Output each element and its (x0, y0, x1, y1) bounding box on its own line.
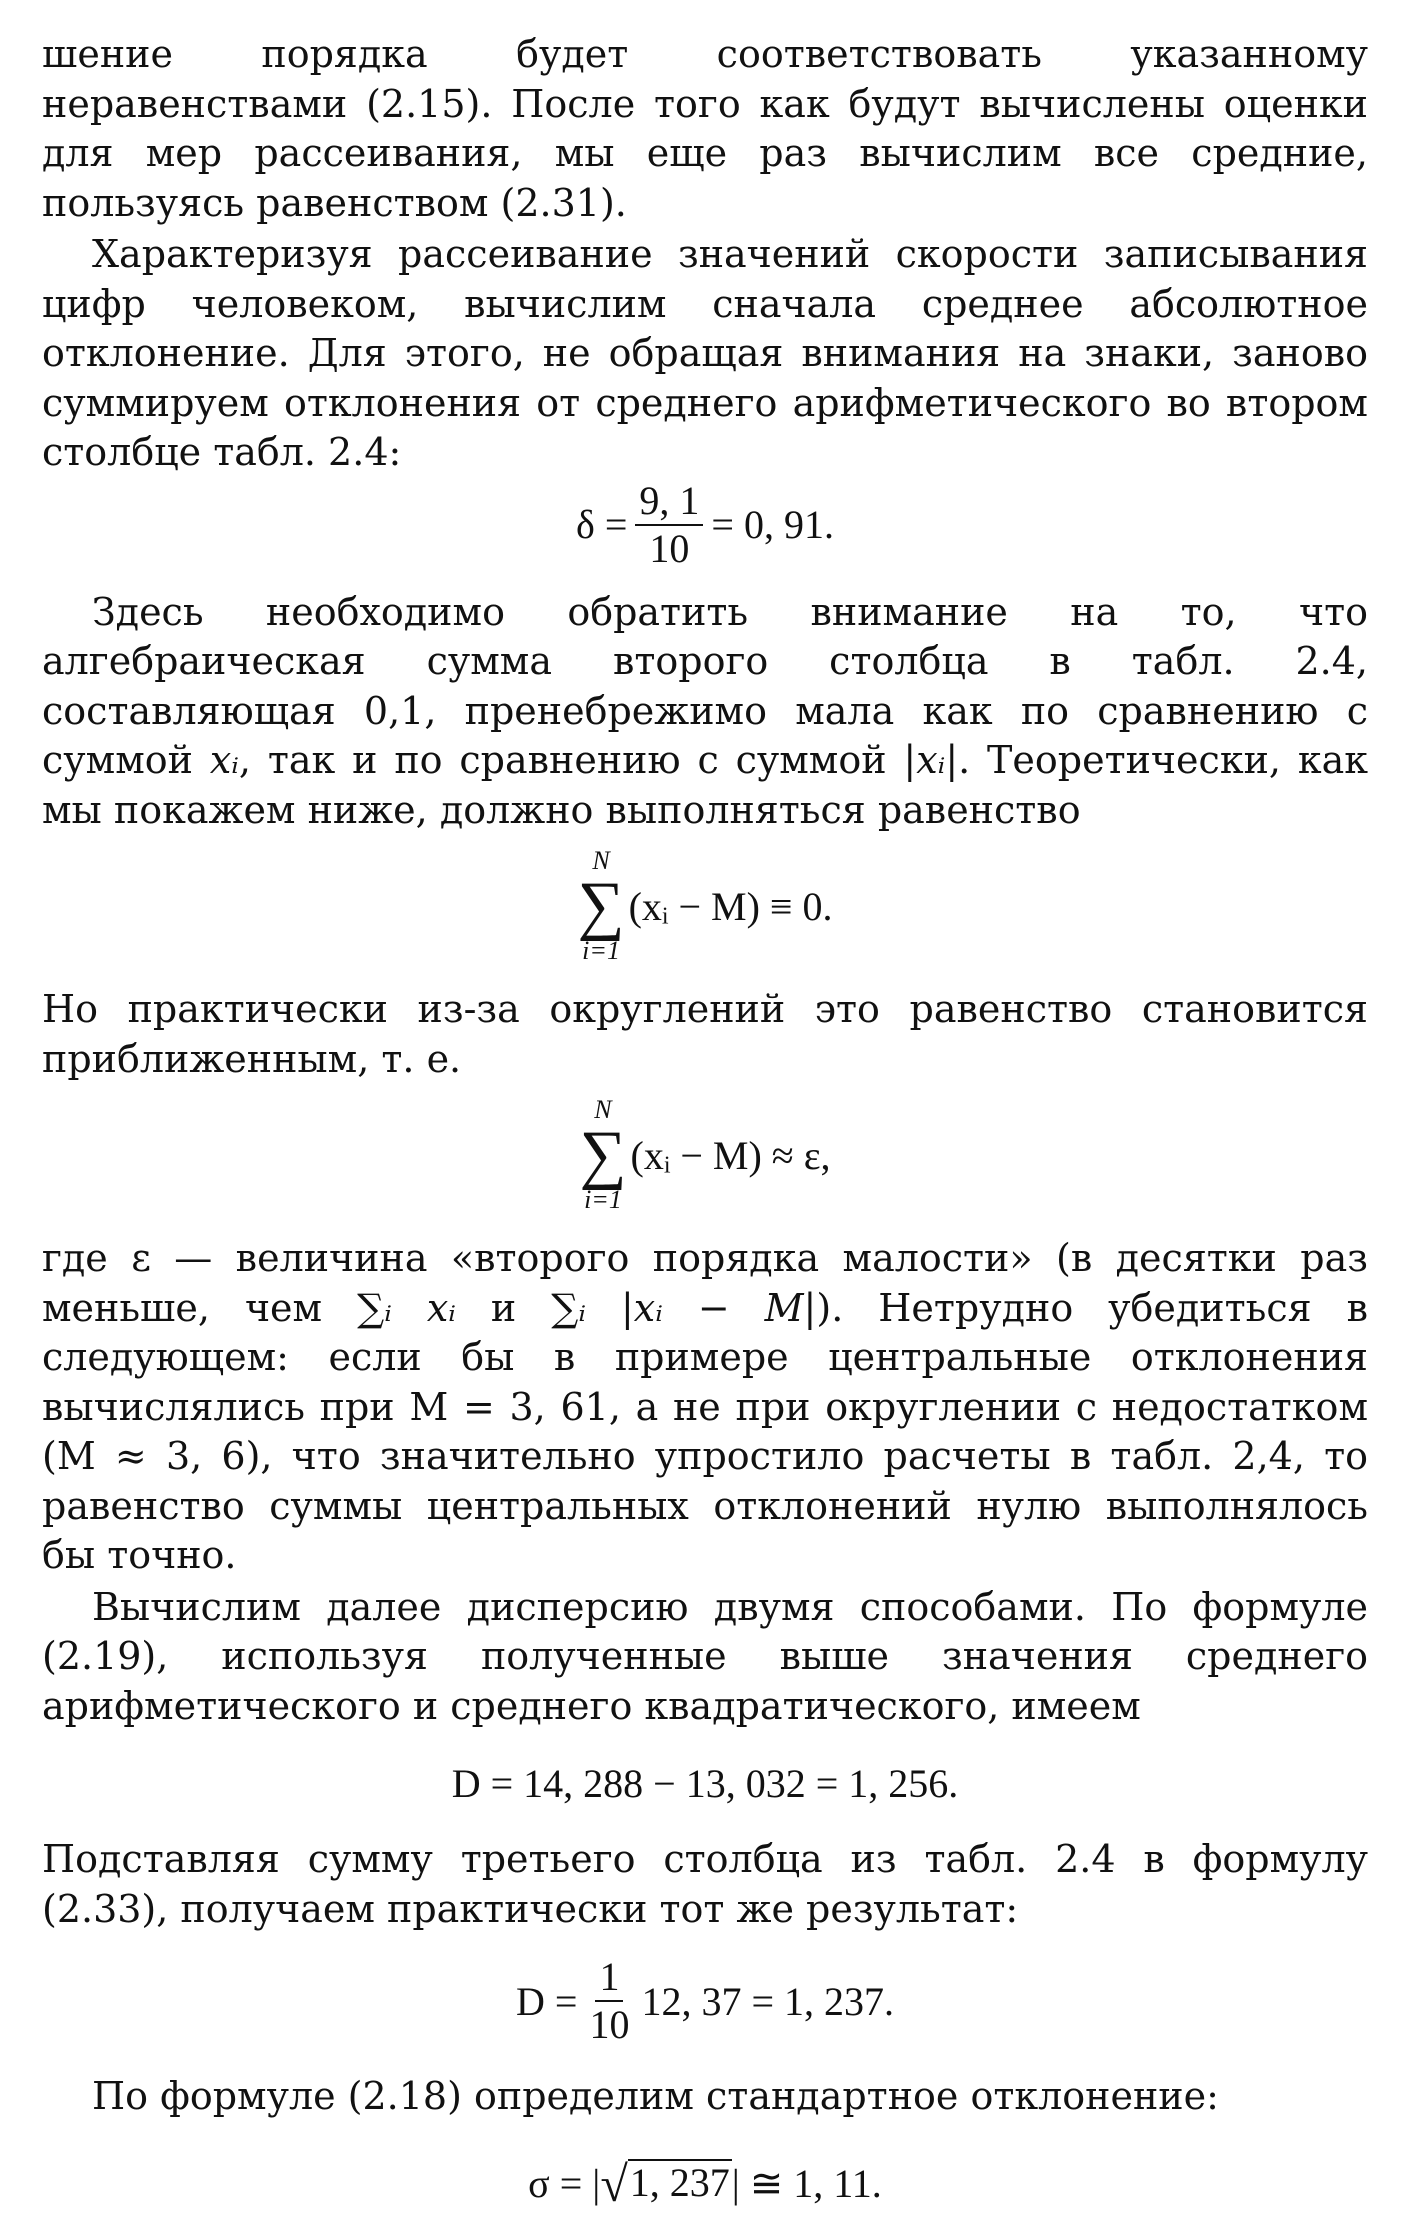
summation-upper-limit: N (594, 1095, 612, 1124)
paragraph-8: По формуле (2.18) определим стандартное отклонение: (92, 2074, 1219, 2118)
equation-sum-identity (42, 841, 1368, 971)
equation-sigma-lhs: σ = | (528, 2161, 601, 2206)
summation-lower-limit: i=1 (582, 936, 620, 965)
inline-sum-xi: ∑ᵢ xᵢ (357, 1285, 456, 1330)
sigma-icon: ∑ (577, 869, 625, 942)
equation-dispersion-2-fraction (585, 1954, 633, 2048)
summation-sign (578, 847, 625, 965)
paragraph-5 (42, 1234, 1368, 1581)
equation-sum-identity-body: (xᵢ − M) ≡ 0. (628, 883, 833, 929)
paragraph-5-part-a: где ε — величина «второго порядка малости» (в десятки раз меньше, чем (42, 1236, 1368, 1330)
equation-delta-fraction (635, 478, 703, 572)
paragraph-3-part-b: , так и по сравнению с суммой | (238, 738, 917, 782)
equation-sigma (42, 2136, 1368, 2232)
inline-xi-abs: xᵢ (916, 738, 946, 782)
equation-delta (42, 477, 1368, 571)
equation-sum-approx (42, 1090, 1368, 1220)
equation-sum-approx-body: (xᵢ − M) ≈ ε, (630, 1132, 831, 1178)
page-content (42, 30, 1368, 2232)
paragraph-3-part-c: |. Теоретически, как мы покажем ниже, должно выполняться равенство (42, 738, 1368, 832)
equation-dispersion-2 (42, 1942, 1368, 2060)
paragraph-3-part-a: Здесь необходимо обратить внимание на то, что алгебраическая сумма второго столбца в табл. 2.4, составляющая 0,1, пренебрежимо мала как по сравнению с суммой (42, 589, 1368, 782)
equation-delta-rhs: = 0, 91. (711, 502, 834, 547)
paragraph-2: Характеризуя рассеивание значений скорости записывания цифр человеком, вычислим сначала среднее абсолютное отклонение. Для этого, не обращая внимания на знаки, заново суммируем отклонения от среднего арифметического во втором столбце табл. 2.4: (42, 232, 1368, 474)
paragraph-4: Но практически из-за округлений это равенство становится приближенным, т. е. (42, 987, 1368, 1081)
inline-xi: xᵢ (209, 738, 239, 782)
summation-lower-limit: i=1 (584, 1185, 622, 1214)
paragraph-3 (42, 588, 1368, 836)
equation-delta-numerator: 9, 1 (635, 478, 703, 526)
equation-dispersion-1 (42, 1735, 1368, 1831)
equation-delta-denominator: 10 (649, 525, 690, 571)
equation-dispersion-2-lhs: D = (515, 1978, 578, 2024)
inline-sum-abs: ∑ᵢ |xᵢ − M| (551, 1285, 817, 1330)
paragraph-7: Подставляя сумму третьего столбца из табл. 2.4 в формулу (2.33), получаем практически тот же результат: (42, 1837, 1368, 1931)
paragraph-1: шение порядка будет соответствовать указанному неравенствами (2.15). После того как будут вычислены оценки для мер рассеивания, мы еще раз вычислим все средние, пользуясь равенством (2.31). (42, 32, 1368, 225)
radical-icon: √ (600, 2155, 628, 2212)
summation-upper-limit: N (592, 846, 610, 875)
equation-dispersion-2-rhs: 12, 37 = 1, 237. (641, 1978, 894, 2024)
equation-delta-lhs: δ = (576, 502, 628, 547)
equation-dispersion-2-denominator: 10 (589, 2002, 630, 2047)
equation-dispersion-2-numerator: 1 (595, 1954, 623, 2002)
square-root (600, 2155, 731, 2212)
paragraph-5-part-c: ). Нетрудно убедиться в следующем: если бы в примере центральные отклонения вычислялись при M = 3, 61, а не при округлении с недостатком (M ≈ 3, 6), что значительно упростило расчеты в табл. 2,4, то равенство суммы центральных отклонений нулю выполнялось бы точно. (42, 1285, 1368, 1577)
paragraph-6: Вычислим далее дисперсию двумя способами. По формуле (2.19), используя полученные выше значения среднего арифметического и среднего квадратического, имеем (42, 1584, 1368, 1728)
sigma-icon: ∑ (579, 1118, 627, 1191)
square-root-argument: 1, 237 (629, 2159, 730, 2205)
paragraph-5-part-b: и (455, 1285, 552, 1330)
summation-sign (579, 1096, 626, 1214)
equation-sigma-rhs: | ≅ 1, 11. (731, 2161, 882, 2206)
equation-dispersion-1-text: D = 14, 288 − 13, 032 = 1, 256. (451, 1760, 959, 1806)
